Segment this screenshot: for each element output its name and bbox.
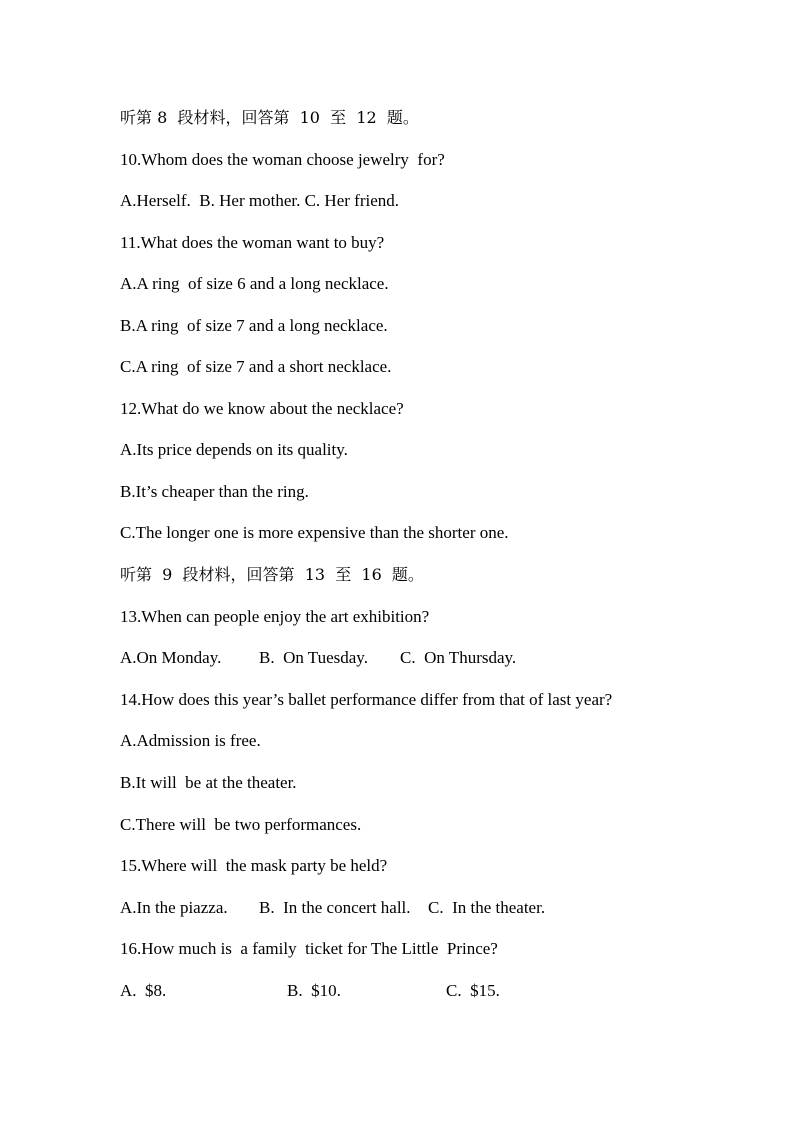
- question-13-option-c: C. On Thursday.: [400, 648, 517, 667]
- question-12-option-b: B.It’s cheaper than the ring.: [120, 482, 309, 501]
- question-15-option-c: C. In the theater.: [428, 898, 546, 917]
- question-16-option-c: C. $15.: [446, 981, 500, 1000]
- question-13: 13.When can people enjoy the art exhibition?: [120, 607, 430, 626]
- question-10: 10.Whom does the woman choose jewelry for?: [120, 150, 445, 169]
- question-14-option-b: B.It will be at the theater.: [120, 773, 297, 792]
- question-10-options: A.Herself. B. Her mother. C. Her friend.: [120, 191, 400, 210]
- question-15-option-b: B. In the concert hall.: [259, 898, 411, 917]
- section-9-heading: 听第 9 段材料，回答第 13 至 16 题。: [120, 565, 424, 584]
- question-12-option-c: C.The longer one is more expensive than the shorter one.: [120, 523, 509, 542]
- question-11-option-c: C.A ring of size 7 and a short necklace.: [120, 357, 392, 376]
- question-16-option-b: B. $10.: [287, 981, 341, 1000]
- question-16-option-a: A. $8.: [120, 981, 167, 1000]
- section-8-heading: 听第 8 段材料，回答第 10 至 12 题。: [120, 108, 419, 127]
- question-11-option-a: A.A ring of size 6 and a long necklace.: [120, 274, 389, 293]
- question-16: 16.How much is a family ticket for The Little Prince?: [120, 939, 498, 958]
- question-14: 14.How does this year’s ballet performance differ from that of last year?: [120, 690, 613, 709]
- question-14-option-c: C.There will be two performances.: [120, 815, 362, 834]
- question-11-option-b: B.A ring of size 7 and a long necklace.: [120, 316, 388, 335]
- question-15: 15.Where will the mask party be held?: [120, 856, 388, 875]
- question-15-option-a: A.In the piazza.: [120, 898, 228, 917]
- question-13-option-a: A.On Monday.: [120, 648, 222, 667]
- question-12-option-a: A.Its price depends on its quality.: [120, 440, 348, 459]
- question-13-option-b: B. On Tuesday.: [259, 648, 368, 667]
- question-14-option-a: A.Admission is free.: [120, 731, 261, 750]
- question-12: 12.What do we know about the necklace?: [120, 399, 404, 418]
- question-11: 11.What does the woman want to buy?: [120, 233, 385, 252]
